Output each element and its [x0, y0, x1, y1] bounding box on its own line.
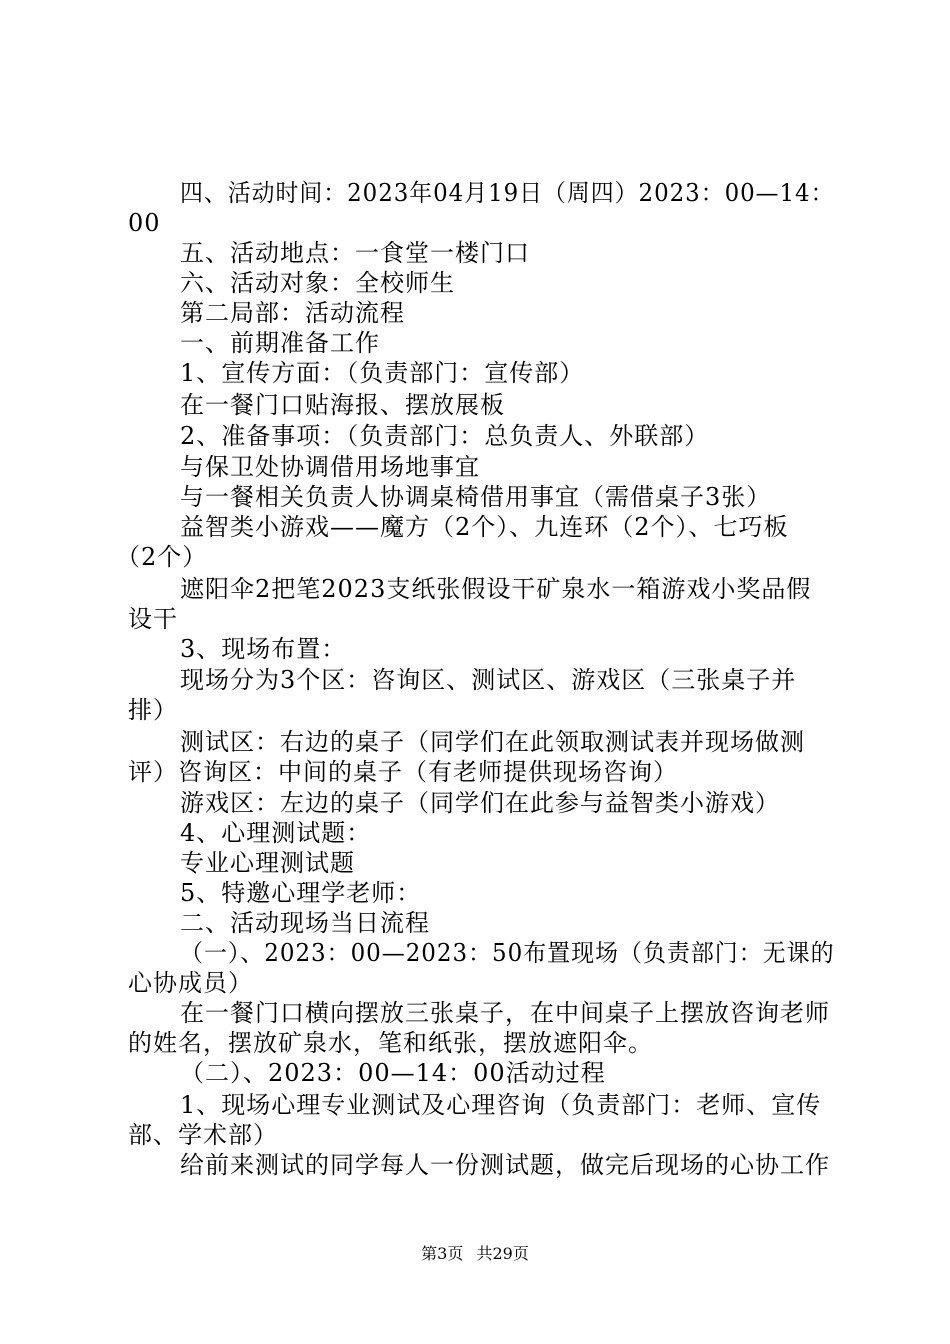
page-number: 第3页	[421, 1244, 464, 1263]
text-line: 评）咨询区：中间的桌子（有老师提供现场咨询）	[128, 758, 678, 786]
text-line: 第二局部：活动流程	[180, 299, 405, 327]
text-line: 益智类小游戏——魔方（2个）、九连环（2个）、七巧板	[180, 513, 789, 541]
text-line: （2个）	[116, 543, 208, 571]
text-line: 在一餐门口横向摆放三张桌子，在中间桌子上摆放咨询老师	[180, 999, 830, 1027]
text-line: 2、准备事项：（负责部门：总负责人、外联部）	[180, 422, 710, 450]
text-line: 排）	[128, 696, 178, 724]
text-line: 心协成员）	[128, 969, 253, 997]
text-line: 二、活动现场当日流程	[180, 909, 430, 937]
text-line: 与保卫处协调借用场地事宜	[180, 453, 480, 481]
text-line: 测试区：右边的桌子（同学们在此领取测试表并现场做测	[180, 728, 805, 756]
text-line: 在一餐门口贴海报、摆放展板	[180, 391, 505, 419]
text-line: 给前来测试的同学每人一份测试题，做完后现场的心协工作	[180, 1151, 830, 1179]
text-line: 1、现场心理专业测试及心理咨询（负责部门：老师、宣传	[180, 1091, 822, 1119]
text-line: 4、心理测试题：	[180, 819, 372, 847]
text-line: （一）、2023：00—2023：50布置现场（负责部门：无课的	[180, 939, 835, 967]
text-line: 游戏区：左边的桌子（同学们在此参与益智类小游戏）	[180, 789, 780, 817]
text-line: 遮阳伞2把笔2023支纸张假设干矿泉水一箱游戏小奖品假	[180, 575, 812, 603]
text-line: 5、特邀心理学老师：	[180, 879, 422, 907]
text-line: 五、活动地点：一食堂一楼门口	[180, 239, 530, 267]
page-footer	[0, 1244, 950, 1264]
text-line: 部、学术部）	[128, 1121, 278, 1149]
text-line: 设干	[128, 605, 178, 633]
text-line: 四、活动时间：2023年04月19日（周四）2023：00—14：	[180, 179, 835, 207]
text-line: 与一餐相关负责人协调桌椅借用事宜（需借桌子3张）	[180, 483, 772, 511]
text-line: 1、宣传方面：（负责部门：宣传部）	[180, 359, 585, 387]
text-line: 现场分为3个区：咨询区、测试区、游戏区（三张桌子并	[180, 666, 797, 694]
text-line: 3、现场布置：	[180, 635, 347, 663]
text-line: （二）、2023：00—14：00活动过程	[180, 1059, 606, 1087]
text-line: 六、活动对象：全校师生	[180, 269, 455, 297]
text-line: 专业心理测试题	[180, 849, 355, 877]
text-line: 的姓名，摆放矿泉水，笔和纸张，摆放遮阳伞。	[128, 1029, 653, 1057]
text-line: 00	[128, 209, 161, 237]
page-total: 共29页	[476, 1244, 529, 1263]
text-line: 一、前期准备工作	[180, 329, 380, 357]
